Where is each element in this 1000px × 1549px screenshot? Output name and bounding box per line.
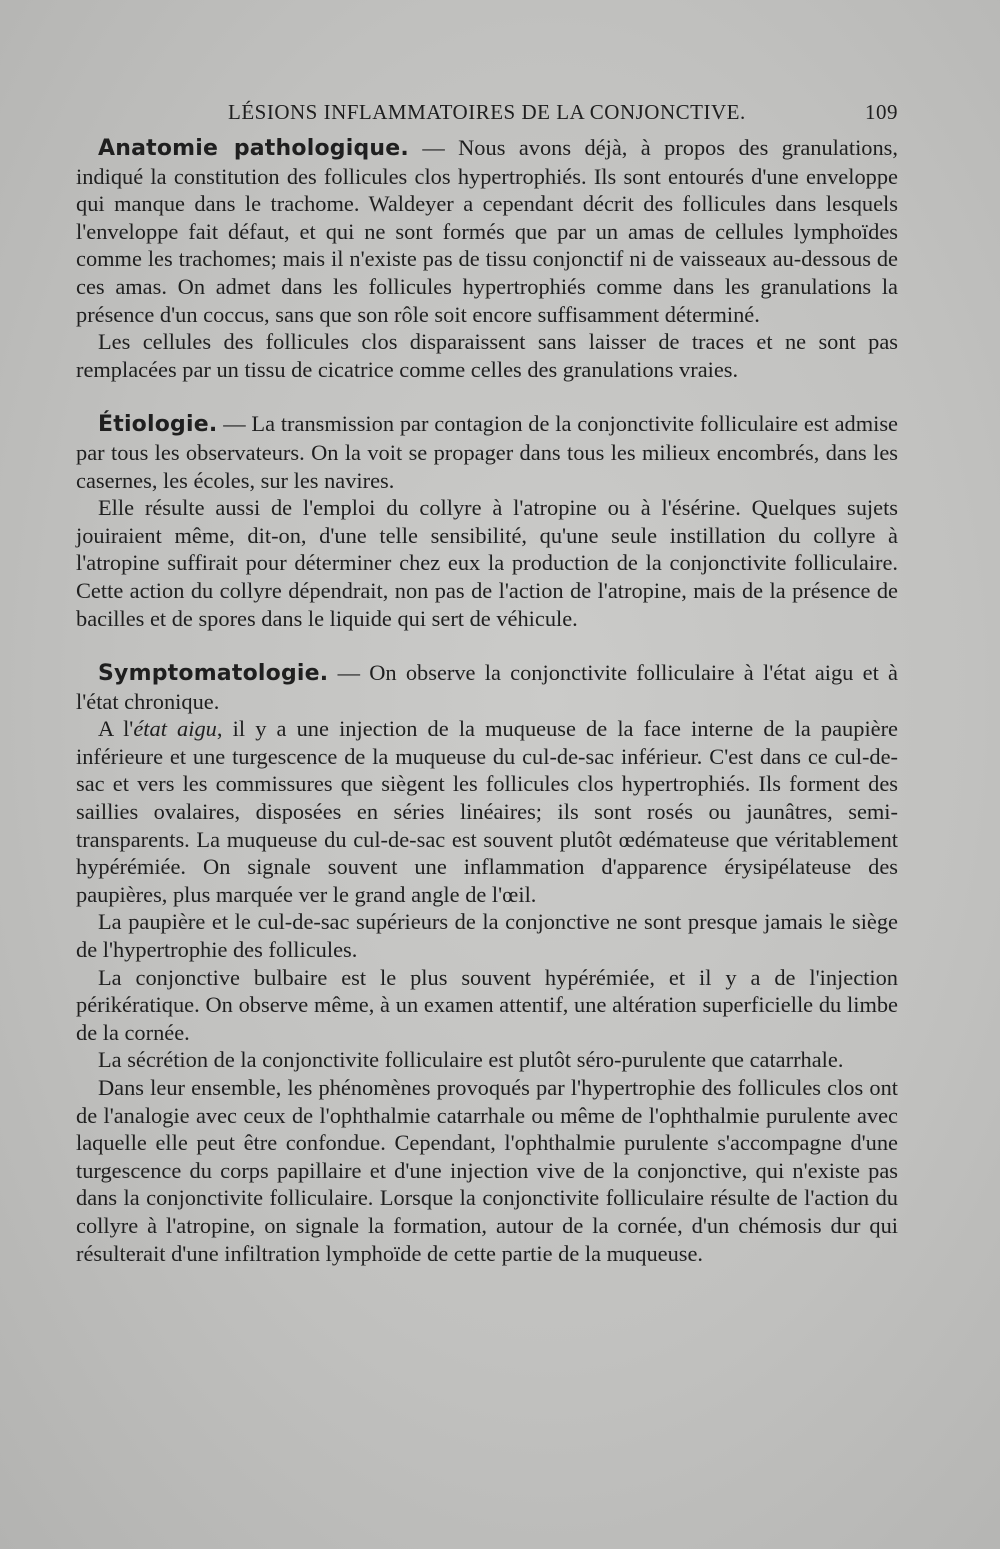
book-page xyxy=(76,100,898,1267)
italic-term: état aigu xyxy=(133,716,217,742)
section-heading: Symptomatologie. xyxy=(98,661,329,687)
section-heading: Anatomie pathologique. xyxy=(98,136,409,161)
running-title: LÉSIONS INFLAMMATOIRES DE LA CONJONCTIVE. xyxy=(228,100,746,124)
paragraph-text: — On observe la conjonctivite folliculaire à l'état aigu et à l'état chronique. xyxy=(76,660,898,714)
paragraph: Elle résulte aussi de l'emploi du collyre à l'atropine ou à l'ésérine. Quelques sujets jouiraient même, dit-on, d'une telle sensibilité, qu'une seule instillation du collyre à l'atropine suffirait pour déterminer chez eux la production de la conjonctivite folliculaire. Cette action du collyre dépendrait, non pas de l'action de l'atropine, mais de la présence de bacilles et de spores dans le liquide qui sert de véhicule. xyxy=(76,495,898,631)
paragraph xyxy=(76,715,898,908)
page-number: 109 xyxy=(865,100,898,124)
section-anatomie-pathologique xyxy=(76,134,898,383)
paragraph: Dans leur ensemble, les phénomènes provoqués par l'hypertrophie des follicules clos ont de l'analogie avec ceux de l'ophthalmie catarrhale ou même de l'ophthalmie purulente avec laquelle elle peut être confondue. Cependant, l'ophthalmie purulente s'accompagne d'une turgescence du corps papillaire et d'une injection vive de la conjonctive, qui n'existe pas dans la conjonctivite folliculaire. Lorsque la conjonctivite folliculaire résulte de l'action du collyre à l'atropine, on signale la formation, autour de la cornée, d'un chémosis dur qui résulterait d'une infiltration lymphoïde de cette partie de la muqueuse. xyxy=(76,1075,898,1266)
paragraph: La paupière et le cul-de-sac supérieurs de la conjonctive ne sont presque jamais le siège de l'hypertrophie des follicules. xyxy=(76,909,898,963)
paragraph: La sécrétion de la conjonctivite folliculaire est plutôt séro-purulente que catarrhale. xyxy=(98,1047,844,1073)
paragraph xyxy=(76,659,898,715)
paragraph-text: A l' xyxy=(98,716,134,742)
paragraph xyxy=(76,134,898,328)
paragraph-text: , il y a une injection de la muqueuse de la face interne de la paupière inférieure et une turgescence de la muqueuse du cul-de-sac inférieur. C'est dans ce cul-de-sac et vers les commissures que siègent les follicules clos hypertrophiés. Ils forment des saillies ovalaires, disposées en séries linéaires; ils sont rosés ou jaunâtres, semi-transparents. La muqueuse du cul-de-sac est souvent plutôt œdémateuse que véritablement hypérémiée. On signale souvent une inflammation d'apparence érysipélateuse des paupières, plus marquée ver le grand angle de l'œil. xyxy=(76,716,898,907)
section-symptomatologie xyxy=(76,659,898,1267)
section-etiologie xyxy=(76,410,898,632)
section-heading: Étiologie. xyxy=(98,412,218,438)
paragraph-text: — La transmission par contagion de la conjonctivite folliculaire est admise par tous les observateurs. On la voit se propager dans tous les milieux encombrés, dans les casernes, les écoles, sur les navires. xyxy=(76,411,898,493)
paragraph: Les cellules des follicules clos disparaissent sans laisser de traces et ne sont pas remplacées par un tissu de cicatrice comme celles des granulations vraies. xyxy=(76,329,898,382)
paragraph-text: — Nous avons déjà, à propos des granulations, indiqué la constitution des follicules clos hypertrophiés. Ils sont entourés d'une enveloppe qui manque dans le trachome. Waldeyer a cependant décrit des follicules dans lesquels l'enveloppe fait défaut, et qui ne sont formés que par un amas de cellules lymphoïdes comme les trachomes; mais il n'existe pas de tissu conjonctif ni de vaisseaux au-dessous de ces amas. On admet dans les follicules hypertrophiés comme dans les granulations la présence d'un coccus, sans que son rôle soit encore suffisamment déterminé. xyxy=(76,135,898,327)
paragraph xyxy=(76,410,898,494)
running-head xyxy=(76,100,898,134)
paragraph: La conjonctive bulbaire est le plus souvent hypérémiée, et il y a de l'injection périkératique. On observe même, à un examen attentif, une altération superficielle du limbe de la cornée. xyxy=(76,964,898,1045)
